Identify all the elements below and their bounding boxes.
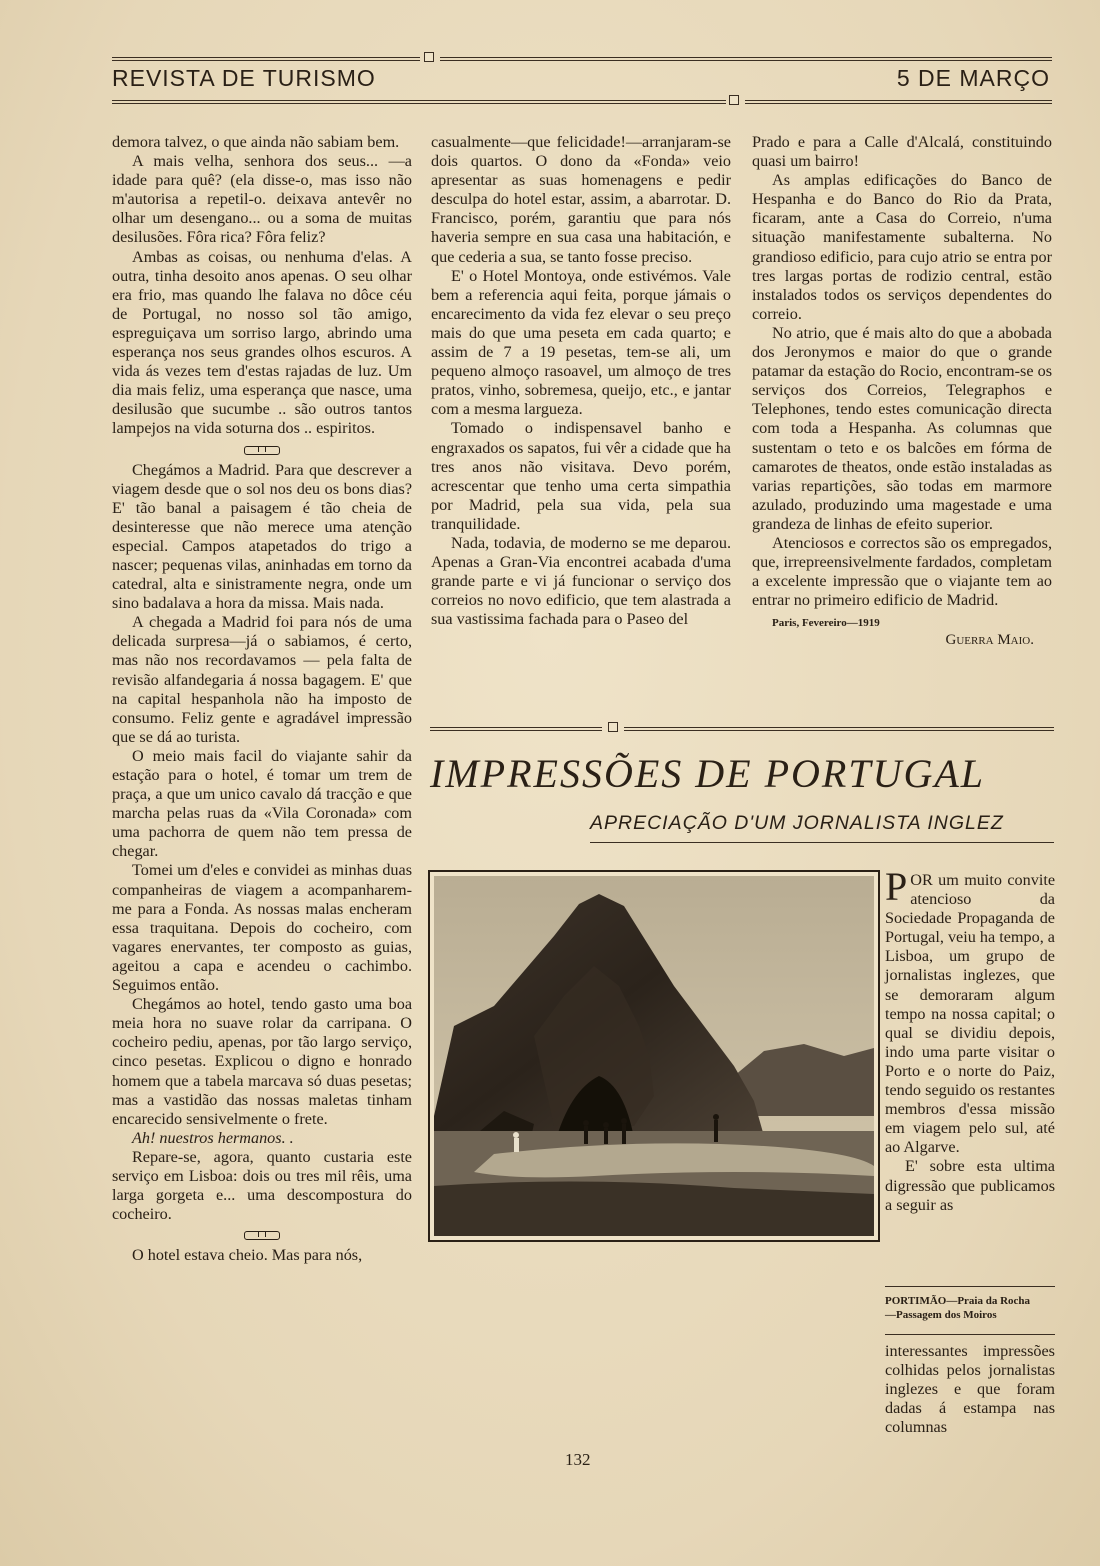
section-ornament xyxy=(112,1224,412,1246)
section-ornament xyxy=(112,439,412,461)
column-3 xyxy=(752,133,1052,651)
paragraph: E' sobre esta ultima digressão que publicamos a seguir as xyxy=(885,1157,1055,1214)
column-2 xyxy=(431,133,731,629)
paragraph: O meio mais facil do viajante sahir da estação para o hotel, é tomar um trem de praça, a que um unico cavalo dá tracção e que marcha pelas ruas da «Vila Coronada» com uma pachorra de quem não tem pressa de chegar. xyxy=(112,746,412,861)
article-intro-column xyxy=(885,864,1055,1215)
paragraph: Repare-se, agora, quanto custaria este serviço em Lisboa: dois ou tres mil rêis, uma larga gorgeta e... uma descompostura do cocheiro. xyxy=(112,1147,412,1224)
caption-line: PORTIMÃO—Praia da Rocha xyxy=(885,1295,1031,1307)
paragraph: Ambas as coisas, ou nenhuma d'elas. A outra, tinha desoito anos apenas. O seu olhar era frio, mas quando lhe falava no dôce céu de Portugal, no nosso sol tão amigo, espreguiçava um sorriso largo, abrindo uma esperança nos seus grandes olhos escuros. A vida ás vezes tem d'estas rajadas de luz. Um dia mais feliz, uma esperança que nasce, uma desilusão que sucumbe .. são outros tantos lampejos na vida soturna dos .. espiritos. xyxy=(112,247,412,438)
paragraph: Nada, todavia, de moderno se me deparou. Apenas a Gran-Via encontrei acabada d'uma grande parte e vi já funcionar o serviço dos correios no novo edificio, que tem alastrada a sua vastissima fachada para o Paseo del xyxy=(431,533,731,629)
paragraph: E' o Hotel Montoya, onde estivémos. Vale bem a referencia aqui feita, porque jámais o encarecimento da vida fez elevar o seu preço mais do que uma peseta em cada quarto; e assim de 7 a 19 pesetas, tem-se ali, um pequeno almoço rasoavel, um almoço de tres pratos, vinho, sobremesa, queijo, etc., e jantar com a mesma largueza. xyxy=(431,266,731,419)
dropcap: P xyxy=(885,864,908,909)
header-ornament-box xyxy=(424,52,434,62)
paragraph: Chegámos ao hotel, tendo gasto uma boa meia hora no suave rolar da carripana. O cocheiro pediu, apenas, por tão largo serviço, cinco pesetas. Explicou o digno e honrado homem que a tabela marcava só duas pesetas; mas a vastidão das nossas maletas tinham encarecido sensivelmente o frete. xyxy=(112,995,412,1128)
article-title: IMPRESSÕES DE PORTUGAL xyxy=(430,751,986,796)
article-continuation xyxy=(885,1342,1055,1437)
paragraph: As amplas edificações do Banco de Hespanha e do Banco do Rio da Prata, ficaram, ante a Casa do Correio, n'uma situação manifestamente subalterna. No grandioso edificio, para cujo atrio se entra por tres largas portas de rodizio central, estão instalados todos os serviços dependentes do correio. xyxy=(752,171,1052,323)
issue-date: 5 DE MARÇO xyxy=(896,65,1050,91)
paragraph: No atrio, que é mais alto do que a abobada dos Jeronymos e maior do que o grande patamar da estação do Rocio, encontram-se os serviços dos Correios, Telegraphos e Telephones, tendo estes comunicação directa com toda a Hespanha. As columnas que sustentam o teto e os balcões em fórma de camarotes de theatos, onde estão instaladas as varias repartições, são todas em marmore azulado, produzindo uma magestade e uma grandeza de linhas de efeito superior. xyxy=(752,323,1052,533)
paragraph: demora talvez, o que ainda não sabiam bem. xyxy=(112,133,400,151)
caption-rule-bottom xyxy=(885,1334,1055,1335)
paragraph: Chegámos a Madrid. Para que descrever a viagem desde que o sol nos deu os bons dias? E' tão banal a paisagem é tão cheia de desinteresse que não merece uma atenção especial. Campos atapetados do trigo a nascer; pequenas vilas, aninhadas em torno da catedral, alta e sinistramente negra, onde um sino badalava a hora da missa. Mais nada. xyxy=(112,460,412,613)
header-rule-bottom-left xyxy=(112,100,726,104)
paragraph: A chegada a Madrid foi para nós de uma delicada surpresa—já o sabiamos, é certo, mas não nos recordavamos — pela falta de revisão alfandegaria á nossa bagagem. E' que na capital hespanhola não ha imposto de consumo. Feliz gente e agradável impressão que se dá ao turista. xyxy=(112,613,412,746)
header-ornament-box-2 xyxy=(729,95,739,105)
magazine-title: REVISTA DE TURISMO xyxy=(112,65,376,91)
paragraph: Prado e para a Calle d'Alcalá, constituindo quasi um bairro! xyxy=(752,133,1052,171)
signature-place-date: Paris, Fevereiro—1919 xyxy=(772,617,880,630)
paragraph: interessantes impressões colhidas pelos jornalistas inglezes e que foram dadas á estampa nas columnas xyxy=(885,1342,1055,1437)
article-subtitle: APRECIAÇÃO D'UM JORNALISTA INGLEZ xyxy=(590,812,1004,834)
header-rule-top-left xyxy=(112,57,420,61)
paragraph: Tomado o indispensavel banho e engraxados os sapatos, fui vêr a cidade que ha tres anos não visitava. Devo porém, acrescentar que tenho uma certa simpathia por Madrid, pela sua vida, pela sua tranquilidade. xyxy=(431,419,731,533)
signature-author: Guerra Maio. xyxy=(945,632,1034,649)
caption-rule-top xyxy=(885,1286,1055,1287)
paragraph: Atenciosos e correctos são os empregados, que, irrepreensivelmente fardados, completam a excelente impressão que o viajante tem ao entrar no primeiro edificio de Madrid. xyxy=(752,533,1052,610)
article-ornament-box xyxy=(608,722,618,732)
caption-line: —Passagem dos Moiros xyxy=(885,1309,997,1321)
article-rule-right xyxy=(624,727,1054,731)
article-rule-left xyxy=(430,727,602,731)
photo-praia-da-rocha xyxy=(428,870,880,1242)
article-intro-paragraph: POR um muito convite atencioso da Sociedade Propaganda de Portugal, veiu ha tempo, a Lisboa, um grupo de jornalistas inglezes, que se demoraram algum tempo na nossa capital; o qual se dividiu depois, indo uma parte visitar o Porto e o norte do Paiz, tendo seguido os restantes membros d'essa missão em viagem pelo sul, até ao Algarve. xyxy=(885,864,1055,1157)
photo-caption xyxy=(885,1294,1055,1322)
column-1 xyxy=(112,133,412,1265)
header-rule-top-right xyxy=(440,57,1052,61)
paragraph: Ah! nuestros hermanos. . xyxy=(132,1128,294,1147)
paragraph: Tomei um d'eles e convidei as minhas duas companheiras de viagem a acompanharem-me para a Fonda. As nossas malas encheram essa traquitana. Depois do cocheiro, com vagares enervantes, ter composto as guias, ageitou a capa e acendeu o cachimbo. Seguimos então. xyxy=(112,861,412,995)
paragraph: casualmente—que felicidade!—arranjaram-se dois quartos. O dono da «Fonda» veio apresentar as suas homenagens e pedir desculpa do hotel estar, assim, a abarrotar. D. Francisco, porém, garantiu que para nós haveria sempre en sua casa una habitación, e que cederia a sua, se tanto fosse preciso. xyxy=(431,133,731,266)
paragraph: A mais velha, senhora dos seus... —a idade para quê? (ela disse-o, mas isso não m'autorisa a repetil-o. deixava antevêr no olhar um desengano... ou a soma de muitas desilusões. Fôra rica? Fôra feliz? xyxy=(112,152,412,247)
paragraph: O hotel estava cheio. Mas para nós, xyxy=(132,1246,363,1265)
subtitle-underline xyxy=(590,842,1054,843)
header-rule-bottom-right xyxy=(745,100,1052,104)
photo-image xyxy=(434,876,874,1236)
page-number: 132 xyxy=(565,1450,591,1469)
